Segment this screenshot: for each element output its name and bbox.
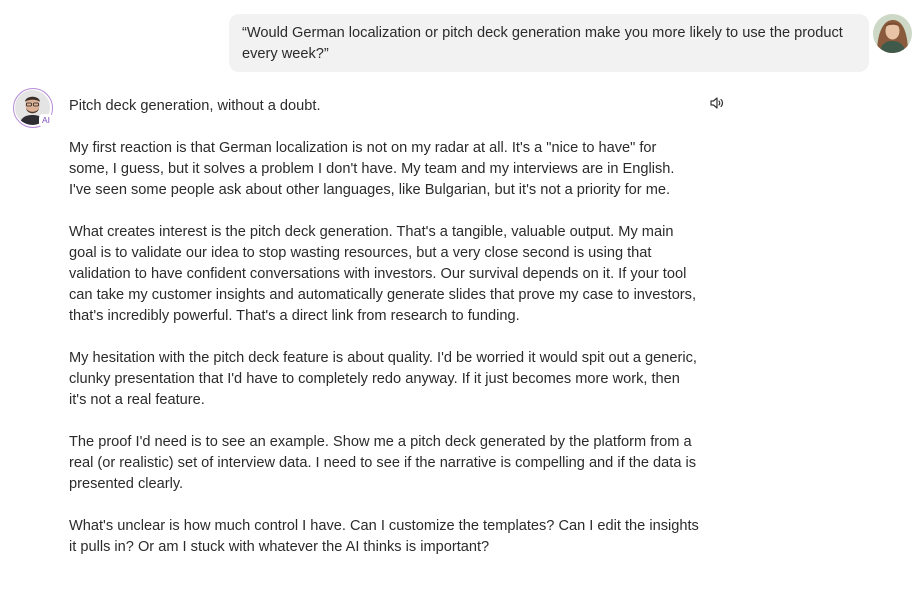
speaker-icon[interactable] xyxy=(709,96,725,110)
assistant-paragraph: Pitch deck generation, without a doubt. xyxy=(69,98,321,114)
assistant-paragraph: My hesitation with the pitch deck feature is about quality. I'd be worried it would spit out a generic, clunky presentation that I'd have to completely redo anyway. If it just becomes more work, then it's not a real feature. xyxy=(69,350,697,408)
user-avatar-image xyxy=(873,14,912,53)
assistant-message xyxy=(69,96,699,558)
user-message-bubble xyxy=(229,14,869,72)
assistant-paragraph: What's unclear is how much control I have. Can I customize the templates? Can I edit the insights it pulls in? Or am I stuck with whatever the AI thinks is important? xyxy=(69,518,699,555)
assistant-paragraph: My first reaction is that German localization is not on my radar at all. It's a "nice to have" for some, I guess, but it solves a problem I don't have. My team and my interviews are in English. I've seen some people ask about other languages, like Bulgarian, but it's not a priority for me. xyxy=(69,140,675,198)
user-message-text: “Would German localization or pitch deck generation make you more likely to use the product every week?” xyxy=(242,25,843,62)
user-avatar xyxy=(873,14,912,53)
assistant-paragraph: What creates interest is the pitch deck generation. That's a tangible, valuable output. My main goal is to validate our idea to stop wasting resources, but a very close second is using that validation to have confident conversations with investors. Our survival depends on it. If your tool can take my customer insights and automatically generate slides that prove my case to investors, that's incredibly powerful. That's a direct link from research to funding. xyxy=(69,224,697,324)
assistant-avatar xyxy=(13,88,53,128)
ai-badge: AI xyxy=(39,114,53,127)
assistant-paragraph: The proof I'd need is to see an example. Show me a pitch deck generated by the platform from a real (or realistic) set of interview data. I need to see if the narrative is compelling and if the data is presented clearly. xyxy=(69,434,697,492)
